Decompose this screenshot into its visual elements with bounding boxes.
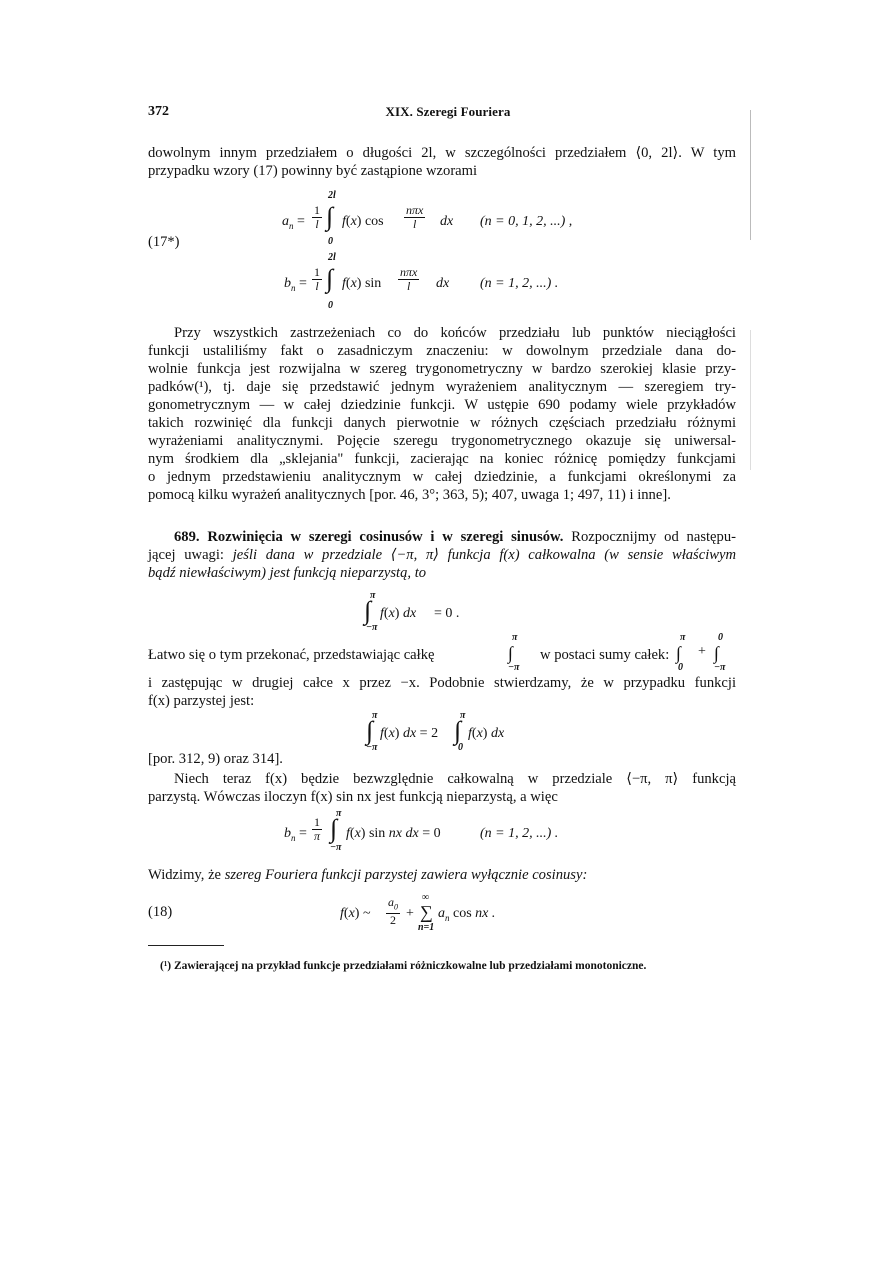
scan-edge-mark (750, 110, 751, 240)
para3-line-1a: Łatwo się o tym przekonać, przedstawiając całkę (148, 647, 435, 663)
eq17-b-condition: (n = 1, 2, ...) . (480, 276, 559, 291)
section-689-line-2: jącej uwagi: jeśli dana w przedziale ⟨−π, π⟩ funkcja f(x) całkowalna (w sensie właściwym (148, 547, 737, 563)
para2-line-9: o jednym przedstawieniu analitycznym w całej dziedzinie, a funkcjami określonymi za (148, 469, 736, 485)
page-number: 372 (148, 104, 169, 119)
eq-bn-condition: (n = 1, 2, ...) . (480, 826, 559, 841)
footnote: (¹) Zawierającej na przykład funkcje przedziałami różniczkowalne lub przedziałami monotoniczne. (160, 960, 647, 972)
para2-line-5: gonometrycznym — w całej dziedzinie funkcji. W ustępie 690 podamy wiele przykładów (148, 397, 736, 413)
para3-sum-integrals: π ∫ 0 + 0 ∫ −π (676, 632, 726, 673)
eq18-label: (18) (148, 904, 173, 920)
para2-line-6: takich rozwinięć dla funkcji danych pierwotnie w różnych częściach przedziału różnymi (148, 415, 736, 431)
para4-line-3: parzystą. Wówczas iloczyn f(x) sin nx jest funkcją nieparzystą, a więc (148, 789, 558, 805)
para2-line-10: pomocą kilku wyrażeń analitycznych [por. 46, 3°; 363, 5); 407, uwaga 1; 497, 11) i inne]. (148, 487, 671, 503)
section-number: 689. (174, 529, 200, 545)
para2-line-2: funkcji ustaliliśmy fakt o zasadniczym znaczeniu: w dowolnym przedziale dana do- (148, 343, 736, 359)
para2-line-4: padków(¹), tj. daje się przedstawić jednym wyrażeniem analitycznym — szeregiem try- (148, 379, 736, 395)
eq-bn-zero: $b_n$ = $\frac{1}{\pi}$ π ∫ −π f(x) sin nx dx = 0 (n = 1, 2, ...) . (284, 808, 559, 853)
para3-line-3: f(x) parzystej jest: (148, 693, 255, 709)
eq17-a-condition: (n = 0, 1, 2, ...) , (480, 214, 573, 229)
eq18-formula: f(x) ~ $\frac{a_0}{2}$ + ∞ ∑ n=1 $a_n$ cos nx . (340, 892, 496, 933)
para2-line-7: wyrażeniami analitycznymi. Pojęcie szeregu trygonometrycznego okazuje się uniwersal- (148, 433, 736, 449)
eq-even-integral: π ∫ −π f(x) dx = 2 π ∫ 0 f(x) dx (366, 710, 505, 753)
eq-odd-result: = 0 . (434, 606, 460, 621)
eq17-a-formula: $a_n$ = $\frac{1}{l}$ 2l ∫ 0 f(x) cos nπx l dx (n = 0, 1, 2, ...) , (282, 190, 573, 247)
scan-edge-mark (750, 330, 751, 470)
running-title: XIX. Szeregi Fouriera (385, 104, 511, 119)
eq-odd-integral: π ∫ −π f(x) dx = 0 . (364, 590, 460, 633)
para1-line-1: dowolnym innym przedziałem o długości 2l, w szczególności przedziałem ⟨0, 2l⟩. W tym (148, 145, 736, 161)
para3-line-1b: w postaci sumy całek: (540, 647, 670, 663)
para1-line-2: przypadku wzory (17) powinny być zastąpione wzorami (148, 163, 478, 179)
section-689-line-3: bądź niewłaściwym) jest funkcją nieparzystą, to (148, 565, 427, 581)
section-title: Rozwinięcia w szeregi cosinusów i w szeregi sinusów. (207, 529, 564, 545)
para4-line-1: [por. 312, 9) oraz 314]. (148, 751, 283, 767)
para3-inline-integral: π ∫ −π (508, 632, 520, 673)
footnote-rule (148, 945, 224, 946)
eq17-label: (17*) (148, 234, 180, 250)
eq17-b-formula: $b_n$ = $\frac{1}{l}$ 2l ∫ 0 f(x) sin nπx l dx (n = 1, 2, ...) . (284, 252, 559, 311)
para5-line-1: Widzimy, że szereg Fouriera funkcji parzystej zawiera wyłącznie cosinusy: (148, 867, 588, 883)
para2-line-1: Przy wszystkich zastrzeżeniach co do końców przedziału lub punktów nieciągłości (174, 325, 736, 341)
page-header (148, 104, 748, 124)
para2-line-8: nym środkiem dla „sklejania" funkcji, zacierając na koniec różnicę pomiędzy funkcjami (148, 451, 736, 467)
para4-line-2: Niech teraz f(x) będzie bezwzględnie całkowalną w przedziale ⟨−π, π⟩ funkcją (174, 771, 736, 787)
section-689-line-1: 689. Rozwinięcia w szeregi cosinusów i w szeregi sinusów. Rozpocznijmy od następu- (174, 529, 736, 545)
para2-line-3: wolnie funkcja jest rozwijalna w szereg trygonometryczny w bardzo szerokiej klasie przy- (148, 361, 736, 377)
para3-line-2: i zastępując w drugiej całce x przez −x. Podobnie stwierdzamy, że w przypadku funkcji (148, 675, 736, 691)
